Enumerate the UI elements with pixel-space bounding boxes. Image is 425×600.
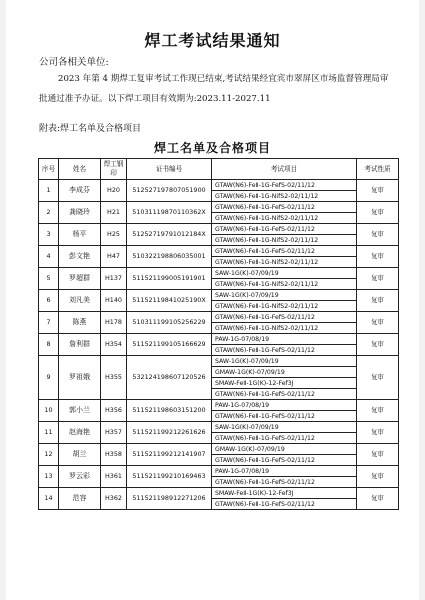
table-row [39,422,399,433]
row-cert: 511521199005191901 [127,268,212,290]
notice-paragraph: 2023 年第 4 期焊工复审考试工作现已结束,考试结果经宜宾市翠屏区市场监督管理局审批通过准予办证。以下焊工项目有效期为:2023.11-2027.11 [39,74,389,104]
table-row [39,312,399,323]
row-nature: 复审 [357,202,399,224]
row-cert: 510322198806035001 [127,246,212,268]
table-header-row [39,159,399,180]
row-item: GTAW(N6)-FeⅡ-1G-FefS-02/11/12 [212,180,357,191]
row-seq: 3 [39,224,59,246]
row-nature: 复审 [357,356,399,400]
row-code: H362 [101,488,127,510]
row-code: H137 [101,268,127,290]
row-name: 陈燕 [59,312,101,334]
row-cert: 511521199212261626 [127,422,212,444]
row-code: H354 [101,334,127,356]
row-item: GTAW(N6)-FeⅡ-1G-NifS2-02/11/12 [212,235,357,246]
table-row [39,466,399,477]
row-item: SAW-1G(K)-07/09/19 [212,356,357,367]
row-nature: 复审 [357,268,399,290]
table-body [39,180,399,510]
row-seq: 11 [39,422,59,444]
row-name: 罗超群 [59,268,101,290]
row-item: GMAW-1G(K)-07/09/19 [212,444,357,455]
table-row [39,400,399,411]
row-name: 范容 [59,488,101,510]
welder-table [38,158,399,510]
row-cert: 512527197807051900 [127,180,212,202]
row-cert: 511521199105166629 [127,334,212,356]
row-name: 赵海艳 [59,422,101,444]
header-nature: 考试性质 [357,159,399,180]
list-title: 焊工名单及合格项目 [153,141,271,155]
row-item: GTAW(N6)-FeⅡ-1G-NifS2-02/11/12 [212,323,357,334]
row-seq: 8 [39,334,59,356]
row-item: SAW-1G(K)-07/09/19 [212,422,357,433]
row-code: H21 [101,202,127,224]
row-item: GTAW(N6)-FeⅡ-1G-NifS2-02/11/12 [212,301,357,312]
salutation: 公司各相关单位: [39,57,109,68]
row-item: PAW-1G-07/08/19 [212,400,357,411]
row-nature: 复审 [357,246,399,268]
document-title: 焊工考试结果通知 [144,31,281,50]
row-item: GTAW(N6)-FeⅡ-1G-FefS-02/11/12 [212,455,357,466]
row-cert: 51031119870110362X [127,202,212,224]
header-items: 考试项目 [212,159,357,180]
row-nature: 复审 [357,422,399,444]
document-page [6,0,419,600]
row-name: 杨平 [59,224,101,246]
row-cert: 511521199210169463 [127,466,212,488]
row-item: GTAW(N6)-FeⅡ-1G-FefS-02/11/12 [212,224,357,235]
row-item: GTAW(N6)-FeⅡ-1G-FefS-02/11/12 [212,389,357,400]
row-seq: 7 [39,312,59,334]
header-cert: 证书编号 [127,159,212,180]
header-code: 焊工钢印 [101,159,127,180]
row-code: H357 [101,422,127,444]
row-name: 郭小兰 [59,400,101,422]
row-code: H355 [101,356,127,400]
row-item: GTAW(N6)-FeⅡ-1G-FefS-02/11/12 [212,477,357,488]
header-seq: 序号 [39,159,59,180]
row-item: GTAW(N6)-FeⅡ-1G-NifS2-02/11/12 [212,213,357,224]
row-name: 罗祖娥 [59,356,101,400]
row-seq: 14 [39,488,59,510]
row-nature: 复审 [357,466,399,488]
row-name: 胡兰 [59,444,101,466]
row-nature: 复审 [357,180,399,202]
row-code: H361 [101,466,127,488]
row-cert: 511521199212141907 [127,444,212,466]
row-item: SAW-1G(K)-07/09/19 [212,290,357,301]
row-item: PAW-1G-07/08/19 [212,466,357,477]
row-seq: 2 [39,202,59,224]
row-cert: 511521198912271206 [127,488,212,510]
row-code: H358 [101,444,127,466]
row-name: 刘凡美 [59,290,101,312]
row-item: GTAW(N6)-FeⅡ-1G-FefS-02/11/12 [212,499,357,510]
row-item: GTAW(N6)-FeⅡ-1G-NifS2-02/11/12 [212,279,357,290]
row-nature: 复审 [357,334,399,356]
row-nature: 复审 [357,400,399,422]
row-seq: 12 [39,444,59,466]
row-item: PAW-1G-07/08/19 [212,334,357,345]
table-row [39,334,399,345]
row-seq: 1 [39,180,59,202]
row-code: H178 [101,312,127,334]
table-row [39,356,399,367]
row-code: H356 [101,400,127,422]
row-nature: 复审 [357,444,399,466]
row-item: SAW-1G(K)-07/09/19 [212,268,357,279]
row-item: GTAW(N6)-FeⅡ-1G-FefS-02/11/12 [212,312,357,323]
row-code: H140 [101,290,127,312]
table-row [39,290,399,301]
row-cert: 532124198607120526 [127,356,212,400]
table-row [39,202,399,213]
row-code: H47 [101,246,127,268]
row-name: 詹利群 [59,334,101,356]
row-nature: 复审 [357,290,399,312]
table-row [39,268,399,279]
row-seq: 10 [39,400,59,422]
row-seq: 4 [39,246,59,268]
row-name: 罗云彩 [59,466,101,488]
row-item: SMAW-FeⅡ-1G(K)-12-Fef3J [212,378,357,389]
row-item: GTAW(N6)-FeⅡ-1G-FefS-02/11/12 [212,202,357,213]
row-cert: 511521198603151200 [127,400,212,422]
row-item: SMAW-FeⅡ-1G(K)-12-Fef3J [212,488,357,499]
header-name: 姓名 [59,159,101,180]
row-item: GTAW(N6)-FeⅡ-1G-FefS-02/11/12 [212,345,357,356]
row-seq: 9 [39,356,59,400]
table-row [39,224,399,235]
annex-label: 附表:焊工名单及合格项目 [39,124,142,134]
row-name: 李成芬 [59,180,101,202]
row-nature: 复审 [357,224,399,246]
row-seq: 13 [39,466,59,488]
row-seq: 5 [39,268,59,290]
row-cert: 51152119841025190X [127,290,212,312]
table-row [39,246,399,257]
row-seq: 6 [39,290,59,312]
row-item: GMAW-1G(K)-07/09/19 [212,367,357,378]
row-item: GTAW(N6)-FeⅡ-1G-FefS-02/11/12 [212,246,357,257]
row-item: GTAW(N6)-FeⅡ-1G-FefS-02/11/12 [212,411,357,422]
table-row [39,444,399,455]
row-name: 龚晓玲 [59,202,101,224]
row-code: H20 [101,180,127,202]
row-cert: 510311199105256229 [127,312,212,334]
table-row [39,180,399,191]
row-name: 彭文艳 [59,246,101,268]
row-code: H25 [101,224,127,246]
row-nature: 复审 [357,312,399,334]
row-cert: 51252719791012184X [127,224,212,246]
table-row [39,488,399,499]
row-nature: 复审 [357,488,399,510]
row-item: GTAW(N6)-FeⅡ-1G-NifS2-02/11/12 [212,257,357,268]
row-item: GTAW(N6)-FeⅡ-1G-NifS2-02/11/12 [212,191,357,202]
row-item: GTAW(N6)-FeⅡ-1G-FefS-02/11/12 [212,433,357,444]
